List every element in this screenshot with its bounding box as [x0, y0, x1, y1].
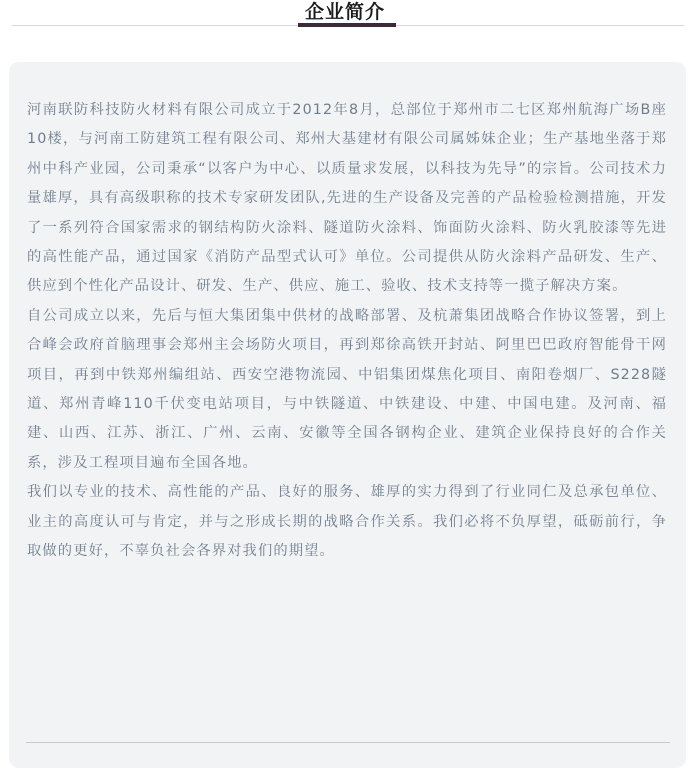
intro-content — [27, 96, 667, 567]
section-header — [0, 0, 690, 30]
intro-paragraph-3: 我们以专业的技术、高性能的产品、良好的服务、雄厚的实力得到了行业同仁及总承包单位、业主的高度认可与肯定，并与之形成长期的战略合作关系。我们必将不负厚望，砥砺前行，争取做的更好，不辜负社会各界对我们的期望。 — [27, 484, 667, 560]
page-title: 企业简介 — [304, 1, 385, 23]
intro-paragraph-1: 河南联防科技防火材料有限公司成立于2012年8月，总部位于郑州市二七区郑州航海广场B座10楼，与河南工防建筑工程有限公司、郑州大基建材有限公司属姊妹企业；生产基地坐落于郑州中科产业园，公司秉承“以客户为中心、以质量求发展，以科技为先导”的宗旨。公司技术力量雄厚，具有高级职称的技术专家研发团队,先进的生产设备及完善的产品检验检测措施，开发了一系列符合国家需求的钢结构防火涂料、隧道防火涂料、饰面防火涂料、防火乳胶漆等先进的高性能产品，通过国家《消防产品型式认可》单位。公司提供从防火涂料产品研发、生产、供应到个性化产品设计、研发、生产、供应、施工、验收、技术支持等一揽子解决方案。 — [27, 102, 667, 295]
title-underline — [298, 23, 396, 27]
intro-paragraph-2: 自公司成立以来，先后与恒大集团集中供材的战略部署、及杭萧集团战略合作协议签署，到上合峰会政府首脑理事会郑州主会场防火项目，再到郑徐高铁开封站、阿里巴巴政府智能骨干网项目，再到中铁郑州编组站、西安空港物流园、中铝集团煤焦化项目、南阳卷烟厂、S228隧道、郑州青峰110千伏变电站项目，与中铁隧道、中铁建设、中建、中国电建。及河南、福建、山西、江苏、浙江、广州、云南、安徽等全国各钢构企业、建筑企业保持良好的合作关系，涉及工程项目遍布全国各地。 — [27, 307, 667, 471]
bottom-divider — [26, 742, 670, 743]
